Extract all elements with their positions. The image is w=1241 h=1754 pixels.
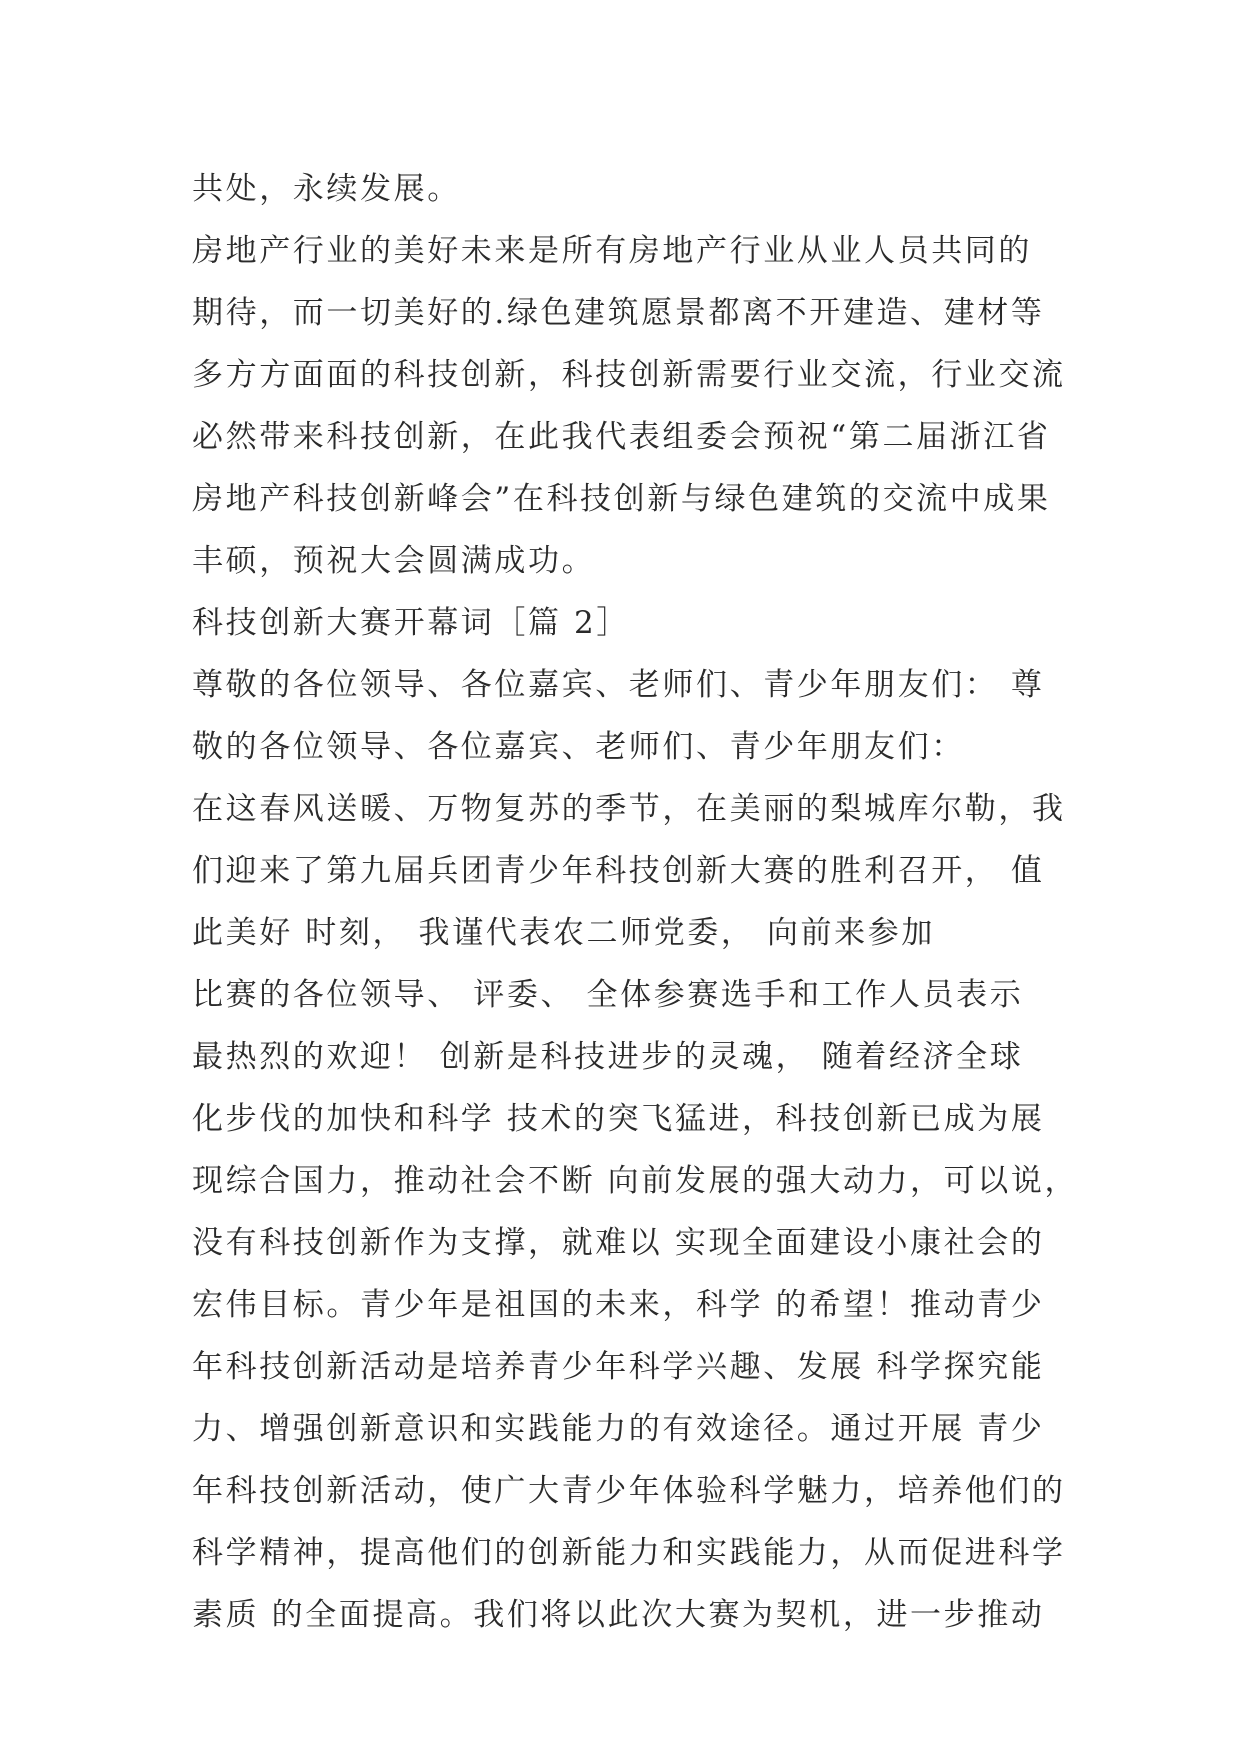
text-line: 此美好 时刻， 我谨代表农二师党委， 向前来参加 <box>192 915 935 951</box>
section-heading: 科技创新大赛开幕词［篇 2］ <box>192 605 630 641</box>
text-line: 素质 的全面提高。我们将以此次大赛为契机，进一步推动 <box>192 1597 1045 1633</box>
text-line: 共处，永续发展。 <box>192 171 461 207</box>
text-line: 科学精神，提高他们的创新能力和实践能力，从而促进科学 <box>192 1535 1066 1571</box>
text-line: 在这春风送暖、万物复苏的季节，在美丽的梨城库尔勒，我 <box>192 791 1066 827</box>
text-line: 们迎来了第九届兵团青少年科技创新大赛的胜利召开， 值 <box>192 853 1045 889</box>
text-line: 力、增强创新意识和实践能力的有效途径。通过开展 青少 <box>192 1411 1045 1447</box>
text-line: 必然带来科技创新，在此我代表组委会预祝“第二届浙江省 <box>192 419 1051 455</box>
text-line: 没有科技创新作为支撑，就难以 实现全面建设小康社会的 <box>192 1225 1045 1261</box>
text-line: 年科技创新活动是培养青少年科学兴趣、发展 科学探究能 <box>192 1349 1045 1385</box>
text-line: 现综合国力，推动社会不断 向前发展的强大动力，可以说， <box>192 1163 1079 1199</box>
text-line: 敬的各位领导、各位嘉宾、老师们、青少年朋友们： <box>192 729 965 765</box>
text-line: 尊敬的各位领导、各位嘉宾、老师们、青少年朋友们： 尊 <box>192 667 1045 703</box>
text-line: 年科技创新活动，使广大青少年体验科学魅力，培养他们的 <box>192 1473 1066 1509</box>
text-line: 丰硕，预祝大会圆满成功。 <box>192 543 596 579</box>
text-line: 房地产科技创新峰会”在科技创新与绿色建筑的交流中成果 <box>192 481 1051 517</box>
text-line: 比赛的各位领导、 评委、 全体参赛选手和工作人员表示 <box>192 977 1024 1013</box>
text-line: 宏伟目标。青少年是祖国的未来，科学 的希望！推动青少 <box>192 1287 1045 1323</box>
text-line: 房地产行业的美好未来是所有房地产行业从业人员共同的 <box>192 233 1032 269</box>
text-line: 化步伐的加快和科学 技术的突飞猛进，科技创新已成为展 <box>192 1101 1045 1137</box>
text-line: 期待，而一切美好的.绿色建筑愿景都离不开建造、建材等 <box>192 295 1045 331</box>
text-line: 最热烈的欢迎！ 创新是科技进步的灵魂， 随着经济全球 <box>192 1039 1024 1075</box>
text-line: 多方方面面的科技创新，科技创新需要行业交流，行业交流 <box>192 357 1066 393</box>
document-body <box>192 158 1079 1646</box>
